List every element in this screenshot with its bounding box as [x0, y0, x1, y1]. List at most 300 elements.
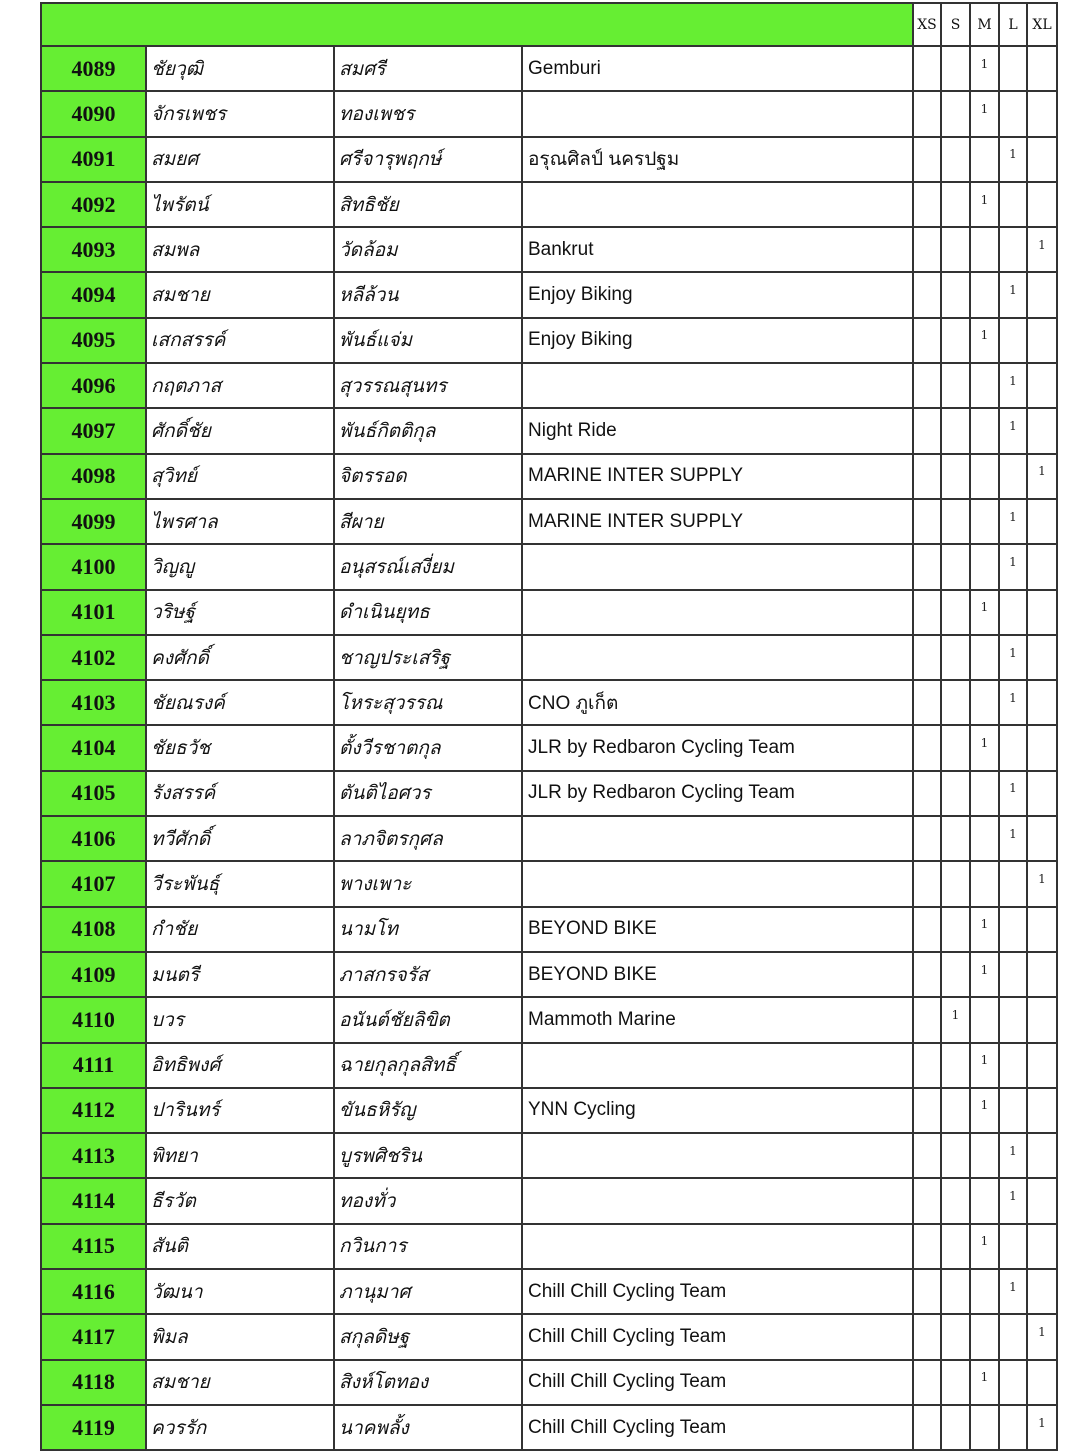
entry-number: 4100	[41, 544, 146, 589]
size-cell-s	[941, 363, 970, 408]
size-cell-s	[941, 408, 970, 453]
size-cell-xl	[1027, 1224, 1057, 1269]
size-cell-xs	[913, 816, 941, 861]
size-cell-s	[941, 1178, 970, 1223]
club-name	[522, 544, 913, 589]
club-name	[522, 635, 913, 680]
first-name: อิทธิพงศ์	[146, 1043, 334, 1088]
entry-number: 4113	[41, 1133, 146, 1178]
last-name: สีผาย	[334, 499, 522, 544]
first-name: พิมล	[146, 1314, 334, 1359]
size-cell-m	[970, 1269, 999, 1314]
size-cell-m	[970, 1178, 999, 1223]
size-qty: 1	[951, 1007, 960, 1022]
size-qty: 1	[1009, 1143, 1017, 1158]
size-cell-l	[999, 408, 1027, 453]
size-qty: 1	[1009, 1189, 1017, 1204]
size-cell-s	[941, 1269, 970, 1314]
size-cell-xs	[913, 861, 941, 906]
size-cell-xs	[913, 1133, 941, 1178]
last-name: ตั้งวีรชาตกุล	[334, 725, 522, 770]
size-cell-m	[970, 1314, 999, 1359]
size-cell-xs	[913, 408, 941, 453]
last-name: กวินการ	[334, 1224, 522, 1269]
table-row	[41, 1269, 1057, 1314]
size-cell-xl	[1027, 680, 1057, 725]
size-cell-l	[999, 363, 1027, 408]
size-cell-s	[941, 1360, 970, 1405]
size-qty: 1	[1009, 419, 1017, 434]
size-cell-s	[941, 907, 970, 952]
entry-number: 4093	[41, 227, 146, 272]
size-cell-xl	[1027, 363, 1057, 408]
size-cell-xl	[1027, 771, 1057, 816]
table-row	[41, 907, 1057, 952]
club-name: อรุณศิลป์ นครปฐม	[522, 137, 913, 182]
last-name: ลาภจิตรกุศล	[334, 816, 522, 861]
size-cell-m	[970, 1043, 999, 1088]
size-cell-l	[999, 635, 1027, 680]
table-row	[41, 363, 1057, 408]
club-name: CNO ภูเก็ต	[522, 680, 913, 725]
last-name: อนันต์ชัยลิขิต	[334, 997, 522, 1042]
size-qty: 1	[980, 1053, 989, 1068]
club-name: MARINE INTER SUPPLY	[522, 499, 913, 544]
size-cell-xl	[1027, 1314, 1057, 1359]
table-row	[41, 272, 1057, 317]
size-cell-l	[999, 680, 1027, 725]
size-cell-m	[970, 46, 999, 91]
entry-number: 4107	[41, 861, 146, 906]
size-qty: 1	[1038, 237, 1046, 252]
size-cell-xs	[913, 1224, 941, 1269]
size-qty: 1	[980, 1098, 989, 1113]
size-cell-l	[999, 1133, 1027, 1178]
club-name	[522, 1224, 913, 1269]
table-row	[41, 590, 1057, 635]
size-cell-s	[941, 1314, 970, 1359]
last-name: ภาสกรจรัส	[334, 952, 522, 997]
size-header-xl: XL	[1027, 3, 1057, 46]
first-name: สันติ	[146, 1224, 334, 1269]
size-qty: 1	[1009, 283, 1017, 298]
club-name	[522, 363, 913, 408]
size-cell-l	[999, 1088, 1027, 1133]
first-name: เสกสรรค์	[146, 318, 334, 363]
table-row	[41, 182, 1057, 227]
entry-number: 4094	[41, 272, 146, 317]
last-name: บูรพศิชริน	[334, 1133, 522, 1178]
last-name: ภานุมาศ	[334, 1269, 522, 1314]
size-cell-l	[999, 725, 1027, 770]
size-cell-m	[970, 725, 999, 770]
size-cell-xl	[1027, 227, 1057, 272]
table-row	[41, 318, 1057, 363]
club-name	[522, 816, 913, 861]
table-row	[41, 91, 1057, 136]
size-cell-xl	[1027, 997, 1057, 1042]
club-name: JLR by Redbaron Cycling Team	[522, 771, 913, 816]
size-cell-s	[941, 454, 970, 499]
entry-number: 4112	[41, 1088, 146, 1133]
size-qty: 1	[980, 600, 989, 615]
table-row	[41, 1043, 1057, 1088]
last-name: พันธ์กิตติกุล	[334, 408, 522, 453]
size-qty: 1	[1009, 373, 1017, 388]
size-cell-xs	[913, 454, 941, 499]
first-name: ไพรัตน์	[146, 182, 334, 227]
size-cell-m	[970, 861, 999, 906]
first-name: วิญญู	[146, 544, 334, 589]
last-name: ศรีจารุพฤกษ์	[334, 137, 522, 182]
entry-number: 4101	[41, 590, 146, 635]
size-cell-m	[970, 1088, 999, 1133]
last-name: นามโท	[334, 907, 522, 952]
size-cell-xl	[1027, 1043, 1057, 1088]
entry-number: 4090	[41, 91, 146, 136]
entry-number: 4106	[41, 816, 146, 861]
first-name: พิทยา	[146, 1133, 334, 1178]
size-cell-xl	[1027, 454, 1057, 499]
size-cell-m	[970, 997, 999, 1042]
table-row	[41, 227, 1057, 272]
size-cell-m	[970, 454, 999, 499]
size-cell-xl	[1027, 137, 1057, 182]
size-header-xs: XS	[913, 3, 941, 46]
table-row	[41, 499, 1057, 544]
first-name: วีระพันธุ์	[146, 861, 334, 906]
size-cell-l	[999, 137, 1027, 182]
size-qty: 1	[1009, 554, 1017, 569]
size-qty: 1	[980, 736, 989, 751]
club-name: JLR by Redbaron Cycling Team	[522, 725, 913, 770]
size-cell-s	[941, 771, 970, 816]
size-cell-xs	[913, 725, 941, 770]
size-header-m: M	[970, 3, 999, 46]
size-cell-m	[970, 91, 999, 136]
table-row	[41, 997, 1057, 1042]
size-cell-s	[941, 318, 970, 363]
size-cell-xl	[1027, 1088, 1057, 1133]
size-cell-xl	[1027, 725, 1057, 770]
first-name: สมชาย	[146, 272, 334, 317]
header-banner	[41, 3, 913, 46]
size-cell-s	[941, 182, 970, 227]
size-cell-m	[970, 635, 999, 680]
size-qty: 1	[980, 192, 989, 207]
size-header-l: L	[999, 3, 1027, 46]
size-cell-l	[999, 1405, 1027, 1450]
first-name: สมชาย	[146, 1360, 334, 1405]
header-row	[41, 3, 1057, 46]
size-cell-xs	[913, 182, 941, 227]
size-cell-l	[999, 1043, 1027, 1088]
size-cell-l	[999, 227, 1027, 272]
size-cell-l	[999, 1314, 1027, 1359]
size-qty: 1	[1009, 781, 1017, 796]
first-name: จักรเพชร	[146, 91, 334, 136]
size-qty: 1	[980, 1234, 989, 1249]
size-cell-l	[999, 1178, 1027, 1223]
club-name: YNN Cycling	[522, 1088, 913, 1133]
size-cell-xs	[913, 1088, 941, 1133]
club-name: Enjoy Biking	[522, 272, 913, 317]
size-cell-l	[999, 590, 1027, 635]
size-cell-xl	[1027, 182, 1057, 227]
entry-number: 4102	[41, 635, 146, 680]
last-name: สมศรี	[334, 46, 522, 91]
size-cell-l	[999, 318, 1027, 363]
club-name	[522, 91, 913, 136]
size-cell-xs	[913, 1360, 941, 1405]
entry-number: 4118	[41, 1360, 146, 1405]
size-cell-m	[970, 1405, 999, 1450]
club-name: Mammoth Marine	[522, 997, 913, 1042]
entry-number: 4092	[41, 182, 146, 227]
size-qty: 1	[1009, 509, 1017, 524]
size-cell-s	[941, 544, 970, 589]
size-cell-l	[999, 1224, 1027, 1269]
first-name: กฤตภาส	[146, 363, 334, 408]
size-cell-xs	[913, 952, 941, 997]
size-cell-m	[970, 952, 999, 997]
size-cell-l	[999, 1360, 1027, 1405]
first-name: คงศักดิ์	[146, 635, 334, 680]
size-cell-xs	[913, 91, 941, 136]
size-cell-xs	[913, 997, 941, 1042]
last-name: พันธ์แจ่ม	[334, 318, 522, 363]
size-cell-s	[941, 816, 970, 861]
club-name	[522, 1178, 913, 1223]
club-name: Chill Chill Cycling Team	[522, 1314, 913, 1359]
table-row	[41, 725, 1057, 770]
size-cell-xs	[913, 227, 941, 272]
size-cell-xl	[1027, 635, 1057, 680]
table-row	[41, 1360, 1057, 1405]
size-cell-l	[999, 182, 1027, 227]
size-cell-m	[970, 182, 999, 227]
size-cell-s	[941, 952, 970, 997]
entry-number: 4110	[41, 997, 146, 1042]
first-name: ชัยธวัช	[146, 725, 334, 770]
table-row	[41, 1133, 1057, 1178]
entry-number: 4098	[41, 454, 146, 499]
first-name: ทวีศักดิ์	[146, 816, 334, 861]
size-qty: 1	[1009, 147, 1017, 162]
size-qty: 1	[1038, 464, 1046, 479]
first-name: สมพล	[146, 227, 334, 272]
size-cell-l	[999, 454, 1027, 499]
last-name: โหระสุวรรณ	[334, 680, 522, 725]
registration-table	[40, 2, 1058, 1451]
size-cell-m	[970, 499, 999, 544]
size-cell-xl	[1027, 499, 1057, 544]
last-name: สิทธิชัย	[334, 182, 522, 227]
size-cell-xs	[913, 1405, 941, 1450]
size-cell-s	[941, 272, 970, 317]
entry-number: 4108	[41, 907, 146, 952]
club-name: Night Ride	[522, 408, 913, 453]
size-cell-s	[941, 46, 970, 91]
last-name: ฉายกุลกุลสิทธิ์	[334, 1043, 522, 1088]
first-name: ศักดิ์ชัย	[146, 408, 334, 453]
size-qty: 1	[980, 328, 989, 343]
last-name: นาคพลั้ง	[334, 1405, 522, 1450]
entry-number: 4111	[41, 1043, 146, 1088]
table-row	[41, 1224, 1057, 1269]
size-cell-xl	[1027, 952, 1057, 997]
size-cell-l	[999, 771, 1027, 816]
table-row	[41, 1314, 1057, 1359]
entry-number: 4089	[41, 46, 146, 91]
size-header-s: S	[941, 3, 970, 46]
size-cell-s	[941, 680, 970, 725]
entry-number: 4095	[41, 318, 146, 363]
size-qty: 1	[980, 917, 989, 932]
table-row	[41, 771, 1057, 816]
first-name: วริษฐ์	[146, 590, 334, 635]
size-qty: 1	[1009, 1279, 1017, 1294]
last-name: สกุลดิษฐ	[334, 1314, 522, 1359]
first-name: ควรรัก	[146, 1405, 334, 1450]
size-cell-m	[970, 363, 999, 408]
size-cell-xl	[1027, 91, 1057, 136]
first-name: ธีรวัต	[146, 1178, 334, 1223]
last-name: ชาญประเสริฐ	[334, 635, 522, 680]
size-cell-m	[970, 544, 999, 589]
entry-number: 4103	[41, 680, 146, 725]
size-cell-l	[999, 272, 1027, 317]
size-cell-xs	[913, 635, 941, 680]
size-cell-s	[941, 725, 970, 770]
size-cell-xs	[913, 318, 941, 363]
club-name: MARINE INTER SUPPLY	[522, 454, 913, 499]
size-cell-xs	[913, 1314, 941, 1359]
size-cell-s	[941, 137, 970, 182]
size-cell-xs	[913, 137, 941, 182]
size-cell-s	[941, 1043, 970, 1088]
size-qty: 1	[1009, 826, 1017, 841]
size-cell-xs	[913, 907, 941, 952]
size-cell-m	[970, 272, 999, 317]
table-row	[41, 1405, 1057, 1450]
size-qty: 1	[980, 1370, 989, 1385]
size-qty: 1	[1009, 645, 1017, 660]
size-cell-xs	[913, 544, 941, 589]
size-cell-xl	[1027, 907, 1057, 952]
size-cell-xl	[1027, 544, 1057, 589]
size-cell-xl	[1027, 590, 1057, 635]
size-cell-m	[970, 680, 999, 725]
last-name: อนุสรณ์เสงี่ยม	[334, 544, 522, 589]
table-row	[41, 952, 1057, 997]
club-name: Chill Chill Cycling Team	[522, 1269, 913, 1314]
size-cell-xl	[1027, 1133, 1057, 1178]
size-cell-l	[999, 997, 1027, 1042]
entry-number: 4115	[41, 1224, 146, 1269]
table-row	[41, 46, 1057, 91]
size-cell-m	[970, 1224, 999, 1269]
first-name: รังสรรค์	[146, 771, 334, 816]
club-name: Gemburi	[522, 46, 913, 91]
size-cell-l	[999, 91, 1027, 136]
table-row	[41, 137, 1057, 182]
first-name: ชัยวุฒิ	[146, 46, 334, 91]
last-name: ดำเนินยุทธ	[334, 590, 522, 635]
table-row	[41, 1088, 1057, 1133]
entry-number: 4091	[41, 137, 146, 182]
entry-number: 4114	[41, 1178, 146, 1223]
size-cell-s	[941, 997, 970, 1042]
size-cell-xl	[1027, 272, 1057, 317]
size-cell-s	[941, 861, 970, 906]
last-name: ตันติไอศวร	[334, 771, 522, 816]
last-name: สุวรรณสุนทร	[334, 363, 522, 408]
club-name	[522, 861, 913, 906]
size-cell-m	[970, 137, 999, 182]
size-cell-m	[970, 318, 999, 363]
club-name	[522, 1043, 913, 1088]
size-cell-m	[970, 590, 999, 635]
table-row	[41, 1178, 1057, 1223]
size-qty: 1	[980, 101, 989, 116]
size-cell-xs	[913, 46, 941, 91]
size-cell-xs	[913, 363, 941, 408]
size-cell-l	[999, 907, 1027, 952]
first-name: กำชัย	[146, 907, 334, 952]
entry-number: 4104	[41, 725, 146, 770]
size-cell-s	[941, 1133, 970, 1178]
first-name: ชัยณรงค์	[146, 680, 334, 725]
first-name: มนตรี	[146, 952, 334, 997]
last-name: สิงห์โตทอง	[334, 1360, 522, 1405]
size-qty: 1	[1009, 690, 1017, 705]
club-name: Bankrut	[522, 227, 913, 272]
last-name: หลีล้วน	[334, 272, 522, 317]
club-name: BEYOND BIKE	[522, 952, 913, 997]
entry-number: 4109	[41, 952, 146, 997]
first-name: วัฒนา	[146, 1269, 334, 1314]
entry-number: 4105	[41, 771, 146, 816]
size-cell-l	[999, 499, 1027, 544]
size-cell-xs	[913, 1269, 941, 1314]
club-name	[522, 1133, 913, 1178]
size-qty: 1	[1038, 1324, 1046, 1339]
size-cell-s	[941, 590, 970, 635]
size-cell-xs	[913, 590, 941, 635]
size-cell-s	[941, 91, 970, 136]
last-name: ขันธหิรัญ	[334, 1088, 522, 1133]
size-qty: 1	[1038, 871, 1046, 886]
size-cell-s	[941, 1088, 970, 1133]
size-cell-m	[970, 1133, 999, 1178]
last-name: ทองทั่ว	[334, 1178, 522, 1223]
table-row	[41, 680, 1057, 725]
size-cell-m	[970, 1360, 999, 1405]
table-row	[41, 408, 1057, 453]
size-cell-m	[970, 907, 999, 952]
entry-number: 4116	[41, 1269, 146, 1314]
club-name: BEYOND BIKE	[522, 907, 913, 952]
size-cell-xs	[913, 680, 941, 725]
table-row	[41, 544, 1057, 589]
size-cell-l	[999, 544, 1027, 589]
size-cell-xs	[913, 499, 941, 544]
size-cell-l	[999, 952, 1027, 997]
size-cell-xl	[1027, 861, 1057, 906]
size-cell-xs	[913, 1178, 941, 1223]
size-cell-xs	[913, 1043, 941, 1088]
